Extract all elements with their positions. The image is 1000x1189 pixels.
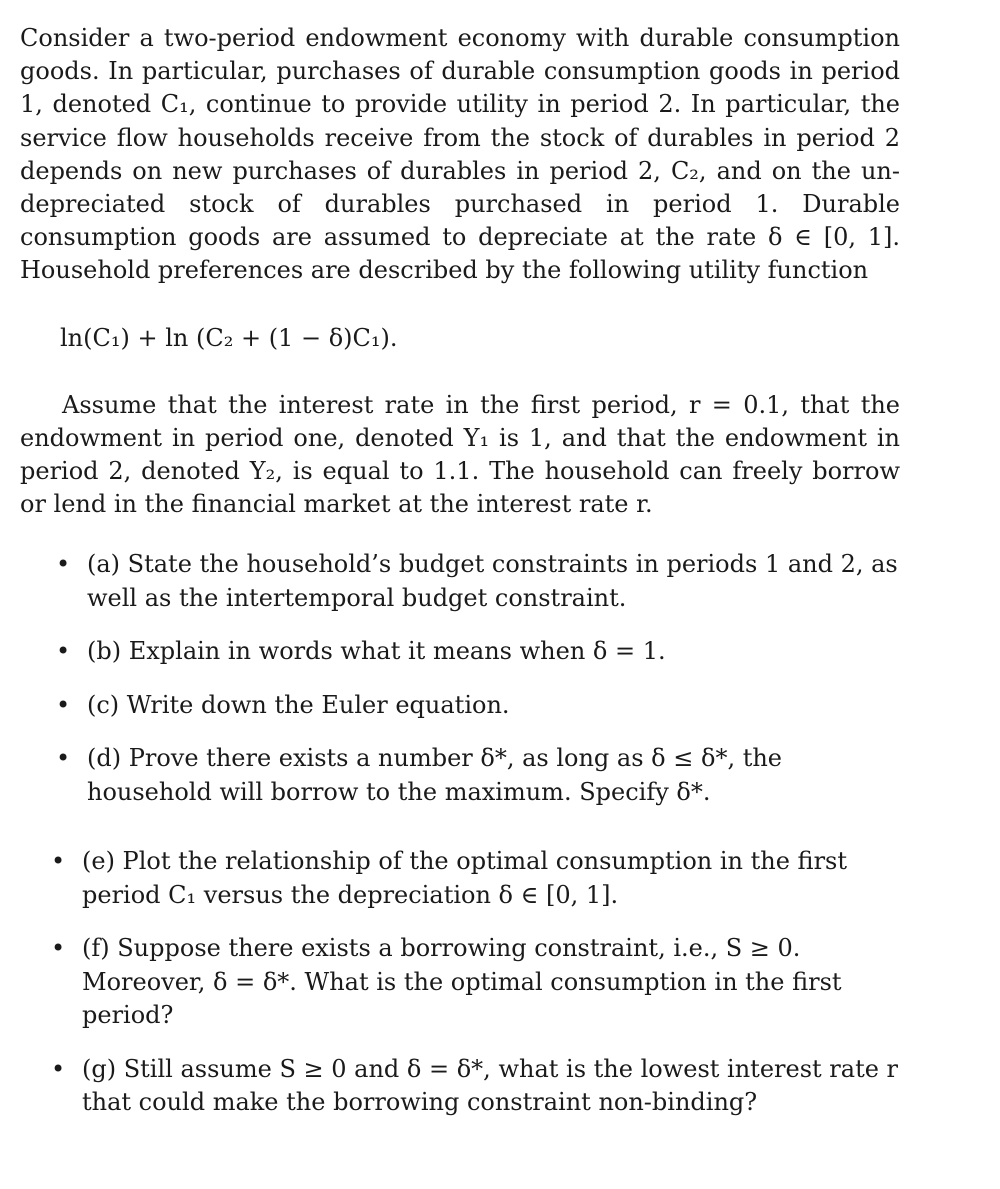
question-g xyxy=(20,1053,900,1120)
intro-paragraph: Consider a two-period endowment economy with durable consumption goods. In particular, purchases of durable consumption goods in period 1, denoted C₁, continue to provide utility in period 2. In particular, the service flow households receive from the stock of durables in period 2 depends on new purchases of durables in period 2, C₂, and on the un-depreciated stock of durables purchased in period 1. Durable consumption goods are assumed to depreciate at the rate δ ∈ [0, 1]. Household preferences are described by the following utility function xyxy=(20,24,900,285)
question-d xyxy=(20,742,900,809)
bullet-icon: • xyxy=(56,550,71,579)
bullet-icon: • xyxy=(56,690,71,719)
question-list xyxy=(20,548,900,1120)
question-text: (c) Write down the Euler equation. xyxy=(87,690,510,719)
question-text: (f) Suppose there exists a borrowing constraint, i.e., S ≥ 0. Moreover, δ = δ*. What is the optimal consumption in the first period? xyxy=(82,934,842,1030)
question-text: (g) Still assume S ≥ 0 and δ = δ*, what is the lowest interest rate r that could make the borrowing constraint non-binding? xyxy=(82,1054,899,1117)
bullet-icon: • xyxy=(51,1054,66,1083)
assumption-paragraph: Assume that the interest rate in the first period, r = 0.1, that the endowment in period one, denoted Y₁ is 1, and that the endowment in period 2, denoted Y₂, is equal to 1.1. The household can freely borrow or lend in the financial market at the interest rate r. xyxy=(20,390,900,519)
bullet-icon: • xyxy=(56,637,71,666)
utility-function-equation: ln(C₁) + ln (C₂ + (1 − δ)C₁). xyxy=(60,323,398,352)
question-text: (a) State the household’s budget constraints in periods 1 and 2, as well as the intertemporal budget constraint. xyxy=(87,550,898,612)
question-text: (e) Plot the relationship of the optimal consumption in the first period C₁ versus the depreciation δ ∈ [0, 1]. xyxy=(82,847,847,909)
question-e xyxy=(20,845,900,912)
question-a xyxy=(20,548,900,615)
bullet-icon: • xyxy=(56,744,71,773)
bullet-icon: • xyxy=(51,847,66,876)
question-text: (b) Explain in words what it means when δ = 1. xyxy=(87,637,666,666)
question-f xyxy=(20,932,900,1033)
question-b xyxy=(20,635,900,669)
question-text: (d) Prove there exists a number δ*, as long as δ ≤ δ*, the household will borrow to the maximum. Specify δ*. xyxy=(87,744,783,806)
bullet-icon: • xyxy=(51,934,66,963)
question-c xyxy=(20,689,900,723)
problem-document xyxy=(20,22,900,1140)
